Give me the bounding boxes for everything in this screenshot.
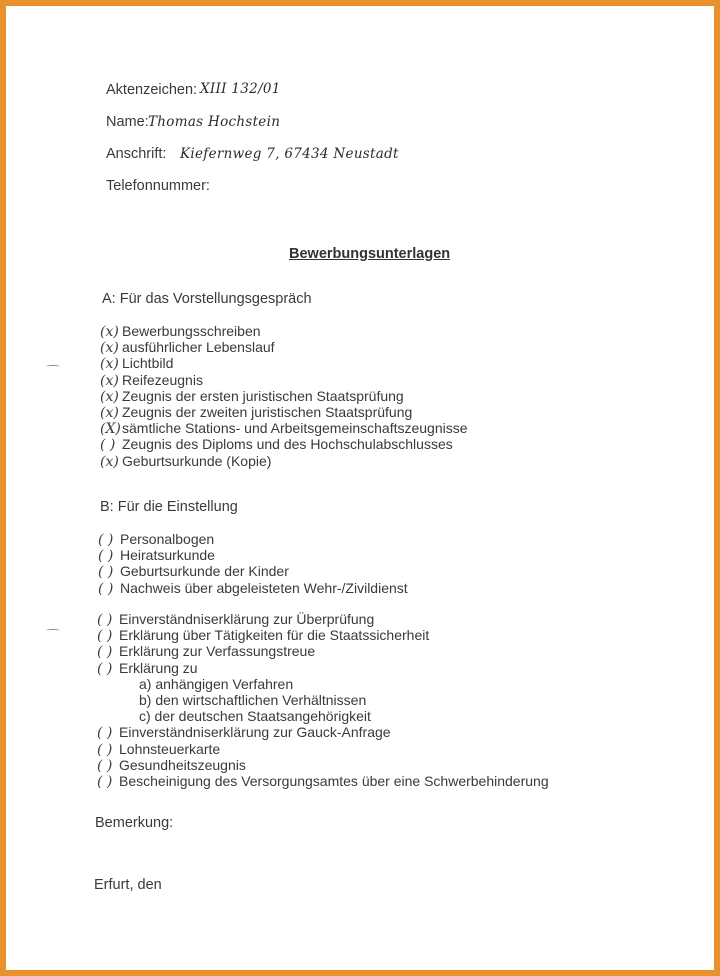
list-item: [97, 757, 549, 773]
checkbox-mark: ( ): [98, 548, 114, 565]
anschrift-value: Kiefernweg 7, 67434 Neustadt: [180, 146, 399, 162]
telefon-label: Telefonnummer:: [106, 178, 210, 194]
section-b-heading: B: Für die Einstellung: [100, 499, 238, 515]
list-item: [97, 660, 549, 676]
item-text: Bescheinigung des Versorgungsamtes über eine Schwerbehinderung: [119, 772, 549, 789]
anschrift-label: Anschrift:: [106, 146, 167, 162]
checkbox-mark: (x): [100, 453, 119, 470]
list-item: [100, 339, 468, 355]
item-text: Zeugnis der ersten juristischen Staatsprüfung: [122, 387, 404, 404]
checkbox-mark: (x): [100, 404, 119, 421]
list-item: [100, 355, 468, 371]
checkbox-mark: (X): [100, 421, 121, 438]
item-text: Erklärung über Tätigkeiten für die Staatssicherheit: [119, 627, 430, 644]
sub-item: b) den wirtschaftlichen Verhältnissen: [139, 691, 367, 708]
item-text: Gesundheitszeugnis: [119, 756, 246, 773]
checkbox-mark: ( ): [98, 564, 114, 581]
list-item: [98, 547, 408, 563]
list-item: [97, 741, 549, 757]
document-title: Bewerbungsunterlagen: [289, 246, 451, 262]
list-item: [97, 627, 549, 643]
item-text: Reifezeugnis: [122, 371, 203, 388]
checkbox-mark: ( ): [98, 580, 114, 597]
list-item: [100, 453, 468, 469]
scan-margin-mark: [46, 365, 60, 368]
item-text: Zeugnis des Diploms und des Hochschulabschlusses: [122, 436, 453, 453]
checkbox-mark: (x): [100, 372, 119, 389]
section-a-list: [100, 323, 468, 469]
item-text: sämtliche Stations- und Arbeitsgemeinschaftszeugnisse: [122, 420, 468, 437]
list-item: [100, 323, 468, 339]
item-text: Geburtsurkunde der Kinder: [120, 563, 289, 580]
list-item: [97, 611, 549, 627]
list-item: [98, 580, 408, 596]
list-item: [100, 404, 468, 420]
bemerkung-label: Bemerkung:: [95, 815, 174, 831]
checkbox-mark: (x): [100, 356, 119, 373]
checkbox-mark: ( ): [97, 741, 113, 758]
list-item: [100, 372, 468, 388]
checkbox-mark: ( ): [97, 757, 113, 774]
item-text: Bewerbungsschreiben: [122, 323, 261, 339]
checkbox-mark: (x): [100, 324, 119, 340]
erfurt-label: Erfurt, den: [94, 877, 162, 893]
item-text: Zeugnis der zweiten juristischen Staatsprüfung: [122, 403, 413, 420]
section-a-heading: A: Für das Vorstellungsgespräch: [102, 291, 312, 307]
list-item: [100, 420, 468, 436]
item-text: Geburtsurkunde (Kopie): [122, 452, 272, 469]
checkbox-mark: ( ): [97, 773, 113, 790]
checkbox-mark: ( ): [97, 660, 113, 677]
item-text: ausführlicher Lebenslauf: [122, 339, 275, 356]
item-text: Lichtbild: [122, 355, 174, 372]
checkbox-mark: ( ): [98, 532, 114, 548]
scan-margin-mark: [46, 629, 60, 632]
name-value: Thomas Hochstein: [148, 114, 281, 130]
sub-item: c) der deutschen Staatsangehörigkeit: [139, 708, 371, 725]
aktenzeichen-label: Aktenzeichen:: [106, 82, 198, 98]
sub-item: a) anhängigen Verfahren: [139, 675, 294, 692]
aktenzeichen-value: XIII 132/01: [200, 81, 281, 97]
item-text: Nachweis über abgeleisteten Wehr-/Zivildienst: [120, 579, 408, 596]
list-item: [100, 388, 468, 404]
list-item: [98, 563, 408, 579]
list-item: [97, 773, 549, 789]
item-text: Einverständniserklärung zur Überprüfung: [119, 611, 375, 627]
name-label: Name:: [106, 114, 149, 130]
item-text: Erklärung zur Verfassungstreue: [119, 643, 316, 660]
list-item: [98, 531, 408, 547]
item-text: Erklärung zu: [119, 659, 198, 676]
checkbox-mark: ( ): [100, 437, 116, 454]
checkbox-mark: ( ): [97, 612, 113, 628]
document-page: [6, 6, 714, 970]
item-text: Personalbogen: [120, 531, 215, 547]
section-b-group-2: [97, 611, 549, 789]
checkbox-mark: (x): [100, 388, 119, 405]
checkbox-mark: ( ): [97, 644, 113, 661]
item-text: Einverständniserklärung zur Gauck-Anfrage: [119, 724, 391, 741]
checkbox-mark: ( ): [97, 725, 113, 742]
checkbox-mark: (x): [100, 340, 119, 357]
list-item: [100, 436, 468, 452]
list-item: [97, 724, 549, 740]
section-b-group-1: [98, 531, 408, 596]
checkbox-mark: ( ): [97, 628, 113, 645]
item-text: Lohnsteuerkarte: [119, 740, 221, 757]
item-text: Heiratsurkunde: [120, 547, 215, 564]
list-item: [97, 643, 549, 659]
